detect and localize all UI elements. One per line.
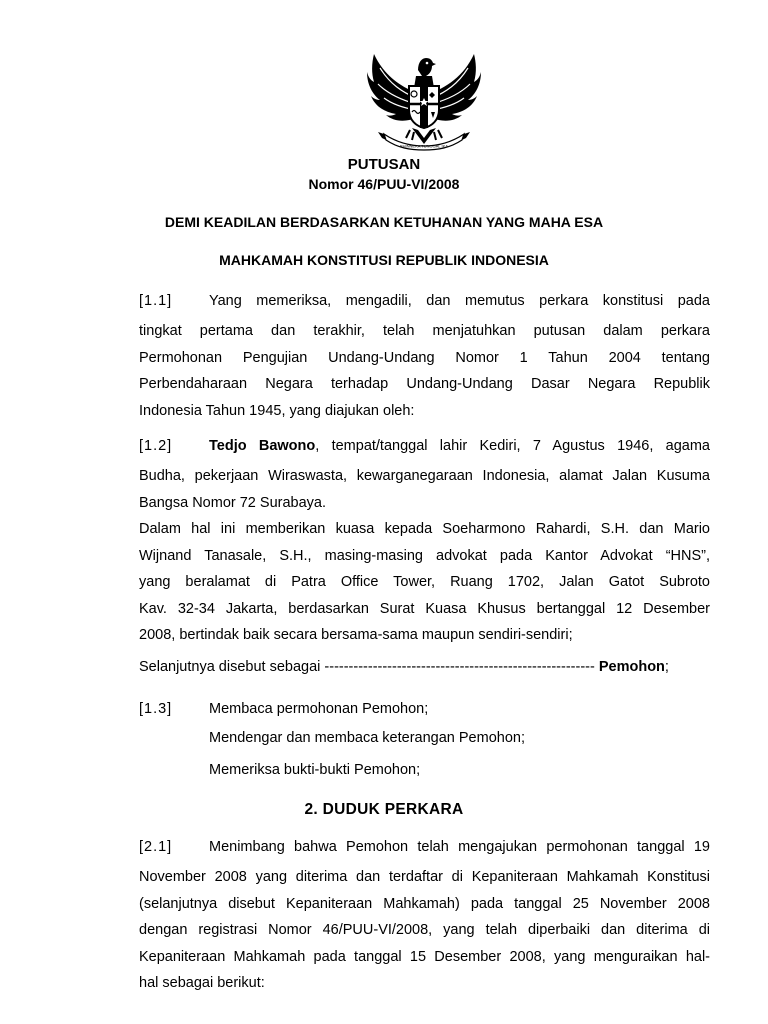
- paragraph-number: [1.3]: [139, 701, 173, 717]
- emblem-motto: BHINNEKA TUNGGAL IKA: [399, 143, 449, 149]
- paragraph-number: [2.1]: [139, 839, 173, 855]
- paragraph-2-1: [2.1] Menimbang bahwa Pemohon telah mengajukan permohonan tanggal 19 November 2008 yang diterima dan terdaftar di Kepaniteraan Mahkamah Konstitusi (selanjutnya disebut Kepaniteraan Mahkamah) pada tanggal 25 November 2008 dengan registrasi Nomor 46/PUU-VI/2008, yang telah diperbaiki dan diterima di Kepaniteraan Mahkamah pada tanggal 15 Desember 2008, yang menguraikan hal- hal sebagai berikut:: [139, 834, 710, 997]
- section-heading: 2. DUDUK PERKARA: [304, 801, 464, 818]
- document-title: PUTUSAN: [347, 156, 421, 173]
- paragraph-1-2: [1.2] Tedjo Bawono, tempat/tanggal lahir Kediri, 7 Agustus 1946, agama Budha, pekerjaan Wiraswasta, kewarganegaraan Indonesia, alamat Jalan Kusuma Bangsa Nomor 72 Surabaya.: [139, 433, 710, 516]
- evidence-item: Memeriksa bukti-bukti Pemohon;: [209, 762, 421, 778]
- paragraph-number: [1.1]: [139, 293, 173, 309]
- hearing-item: Mendengar dan membaca keterangan Pemohon;: [209, 730, 525, 746]
- power-of-attorney-paragraph: Dalam hal ini memberikan kuasa kepada Soeharmono Rahardi, S.H. dan Mario Wijnand Tanasale, S.H., masing-masing advokat pada Kantor Advokat “HNS”, yang beralamat di Patra Office Tower, Ruang 1702, Jalan Gatot Subroto Kav. 32-34 Jakarta, berdasarkan Surat Kuasa Khusus bertanggal 12 Desember 2008, bertindak baik secara bersama-sama maupun sendiri-sendiri;: [139, 521, 710, 643]
- applicant-name: Tedjo Bawono: [209, 438, 316, 454]
- court-heading: MAHKAMAH KONSTITUSI REPUBLIK INDONESIA: [219, 252, 549, 268]
- invocation-heading: DEMI KEADILAN BERDASARKAN KETUHANAN YANG MAHA ESA: [164, 214, 604, 230]
- designation-line: Selanjutnya disebut sebagai -------------------------------------------------------- Pemohon;: [139, 659, 669, 675]
- reading-item: Membaca permohonan Pemohon;: [209, 701, 429, 717]
- paragraph-number: [1.2]: [139, 438, 173, 454]
- paragraph-1-1: [1.1] Yang memeriksa, mengadili, dan memutus perkara konstitusi pada tingkat pertama dan terakhir, telah menjatuhkan putusan dalam perkara Permohonan Pengujian Undang-Undang Nomor 1 Tahun 2004 tentang Perbendaharaan Negara terhadap Undang-Undang Dasar Negara Republik Indonesia Tahun 1945, yang diajukan oleh:: [139, 288, 710, 424]
- garuda-emblem-icon: [362, 48, 486, 152]
- case-number: Nomor 46/PUU-VI/2008: [308, 176, 460, 192]
- pemohon-label: Pemohon: [598, 659, 665, 675]
